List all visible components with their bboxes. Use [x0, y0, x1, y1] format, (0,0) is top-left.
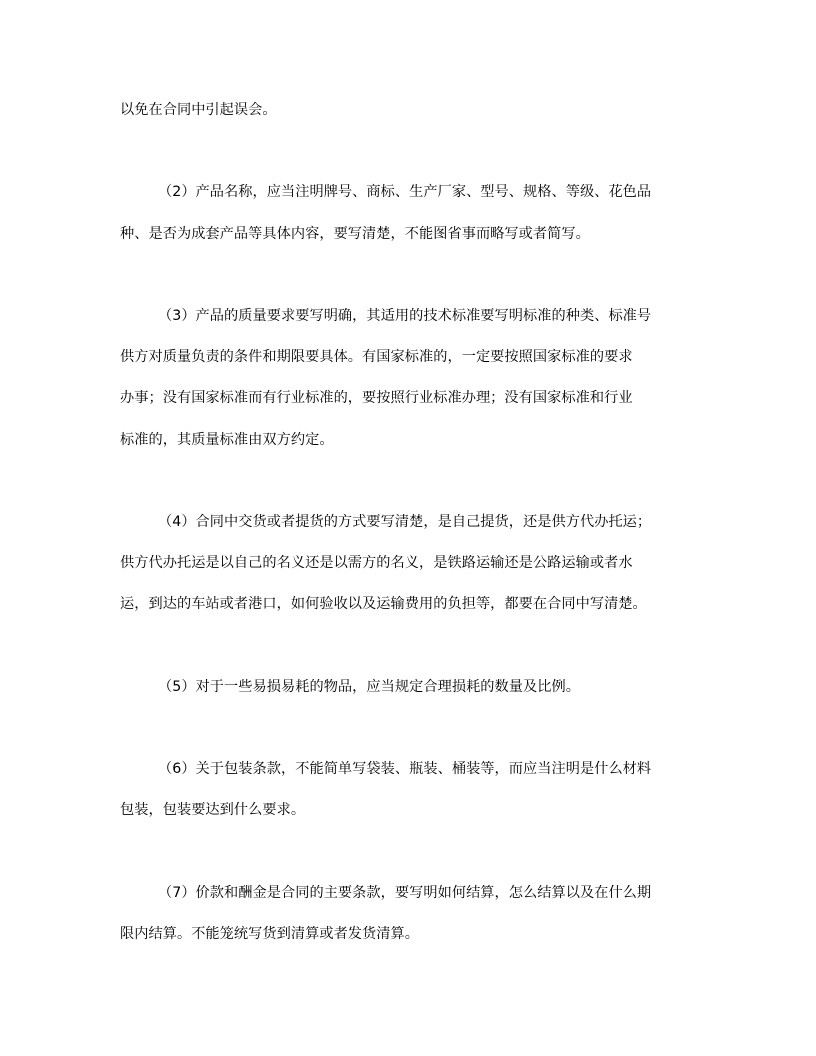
document-page: [120, 90, 700, 955]
paragraph-spacer: [120, 626, 700, 667]
paragraph-spacer: [120, 832, 700, 873]
paragraph-line: 以免在合同中引起误会。: [120, 102, 277, 118]
paragraph-line: 种、是否为成套产品等具体内容，要写清楚，不能图省事而略写或者简写。: [120, 225, 590, 242]
paragraph-line: 供方对质量负责的条件和期限要具体。有国家标准的，一定要按照国家标准的要求: [120, 349, 633, 366]
paragraph-packaging-terms: [120, 749, 700, 831]
paragraph-line: （7）价款和酬金是合同的主要条款，要写明如何结算，怎么结算以及在什么期: [158, 884, 652, 901]
paragraph-delivery-method: [120, 502, 700, 626]
paragraph-line: 包装，包装要达到什么要求。: [120, 802, 306, 819]
paragraph-quality-requirements: [120, 296, 700, 461]
paragraph-line: （2）产品名称，应当注明牌号、商标、生产厂家、型号、规格、等级、花色品: [158, 184, 652, 201]
paragraph-line: 限内结算。不能笼统写货到清算或者发货清算。: [120, 925, 419, 942]
paragraph-product-name: [120, 172, 700, 254]
paragraph-spacer: [120, 708, 700, 749]
paragraph-spacer: [120, 131, 700, 172]
paragraph-price-settlement: [120, 873, 700, 955]
paragraph-spacer: [120, 255, 700, 296]
paragraph-continuation: [120, 90, 700, 131]
paragraph-line: （6）关于包装条款，不能简单写袋装、瓶装、桶装等，而应当注明是什么材料: [158, 761, 652, 778]
paragraph-line: 运，到达的车站或者港口，如何验收以及运输费用的负担等，都要在合同中写清楚。: [120, 596, 647, 613]
paragraph-line: （3）产品的质量要求要写明确，其适用的技术标准要写明标准的种类、标准号: [158, 307, 652, 324]
paragraph-line: （4）合同中交货或者提货的方式要写清楚，是自己提货，还是供方代办托运；: [158, 513, 652, 530]
paragraph-loss-allowance: [120, 667, 700, 708]
paragraph-line: （5）对于一些易损易耗的物品，应当规定合理损耗的数量及比例。: [158, 678, 580, 695]
paragraph-line: 供方代办托运是以自己的名义还是以需方的名义，是铁路运输还是公路运输或者水: [120, 555, 633, 572]
paragraph-line: 标准的，其质量标准由双方约定。: [120, 431, 334, 448]
paragraph-spacer: [120, 461, 700, 502]
paragraph-line: 办事；没有国家标准而有行业标准的，要按照行业标准办理；没有国家标准和行业: [120, 390, 633, 407]
